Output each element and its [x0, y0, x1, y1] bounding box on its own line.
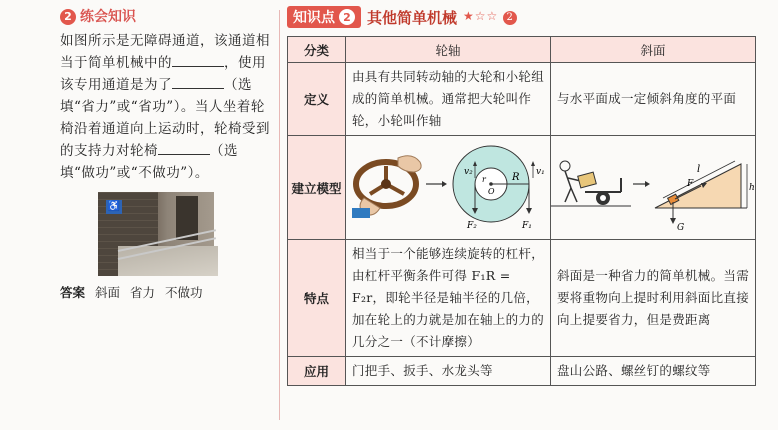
table-row [288, 240, 756, 357]
tag-number: 2 [339, 9, 355, 25]
answer-label: 答案 [60, 285, 86, 300]
label-l: l [697, 164, 701, 175]
answer-item: 省力 [130, 285, 156, 300]
incline-diagram [551, 136, 754, 236]
knowledge-title: 其他简单机械 [367, 8, 458, 27]
question-text [60, 30, 270, 184]
label-v1: v₁ [536, 167, 545, 177]
label-h: h [749, 183, 755, 193]
tag-label: 知识点 [293, 10, 335, 26]
label-R: R [512, 172, 520, 183]
section-heading [60, 6, 270, 28]
knowledge-table [287, 36, 756, 386]
question-part: （选填“省力”或“省功”）。当人坐着轮椅沿着通道向上运动时，轮椅受到的支持力对轮椅 [60, 77, 270, 159]
knowledge-panel [287, 6, 757, 386]
row-category: 建立模型 [288, 136, 346, 240]
table-cell: 由具有共同转动轴的大轮和小轮组成的简单机械。通常把大轮叫作轮，小轮叫作轴 [346, 63, 551, 136]
row-category: 特点 [288, 240, 346, 357]
knowledge-tag [287, 6, 361, 28]
table-cell: 相当于一个能够连续旋转的杠杆，由杠杆平衡条件可得 F₁R = F₂r，即轮半径是轴半径的几倍，加在轮上的力就是加在轴上的力的几分之一（不计摩擦） [346, 240, 551, 357]
table-cell: 与水平面成一定倾斜角度的平面 [551, 63, 756, 136]
row-category: 应用 [288, 357, 346, 386]
table-cell: 盘山公路、螺丝钉的螺纹等 [551, 357, 756, 386]
table-row [288, 357, 756, 386]
label-v2: v₂ [464, 167, 473, 177]
question-part: 如图所示是无障碍通道，该通道相当于简单机械中的 [60, 33, 270, 71]
difficulty-stars [463, 9, 517, 25]
question-part: ，使用该专用通道是为了 [60, 55, 266, 93]
label-G: G [677, 223, 685, 233]
table-header-row [288, 37, 756, 63]
label-F: F [687, 179, 694, 189]
label-o: O [488, 187, 495, 196]
star-icons: ★☆☆ [463, 9, 499, 24]
header-incline: 斜面 [551, 37, 756, 63]
ramp-photo [98, 192, 214, 276]
incline-figure-cell [551, 136, 756, 240]
table-row [288, 136, 756, 240]
row-category: 定义 [288, 63, 346, 136]
label-F2: F₂ [467, 221, 477, 231]
table-row [288, 63, 756, 136]
question-part: （选填“做功”或“不做功”）。 [60, 143, 238, 181]
header-category: 分类 [288, 37, 346, 63]
wheelchair-sign-icon: ♿ [107, 201, 121, 212]
answer-item: 斜面 [95, 285, 121, 300]
answer-blank [158, 141, 210, 155]
wheel-axle-figure-cell [346, 136, 551, 240]
answer-line [60, 282, 270, 304]
header-wheel-axle: 轮轴 [346, 37, 551, 63]
column-divider [279, 10, 280, 420]
table-cell: 斜面是一种省力的简单机械。当需要将重物向上提时利用斜面比直接向上提要省力，但是费距离 [551, 240, 756, 357]
exercise-panel [60, 6, 270, 304]
answer-item: 不做功 [165, 285, 203, 300]
knowledge-heading [287, 6, 757, 28]
label-F1: F₁ [522, 221, 532, 231]
answer-blank [172, 53, 224, 67]
section-title: 练会知识 [80, 9, 136, 25]
wheel-axle-diagram [346, 136, 549, 236]
answer-blank [172, 75, 224, 89]
table-cell: 门把手、扳手、水龙头等 [346, 357, 551, 386]
section-number: 2 [60, 9, 76, 25]
label-r: r [482, 175, 486, 184]
star-count: 2 [503, 11, 517, 25]
